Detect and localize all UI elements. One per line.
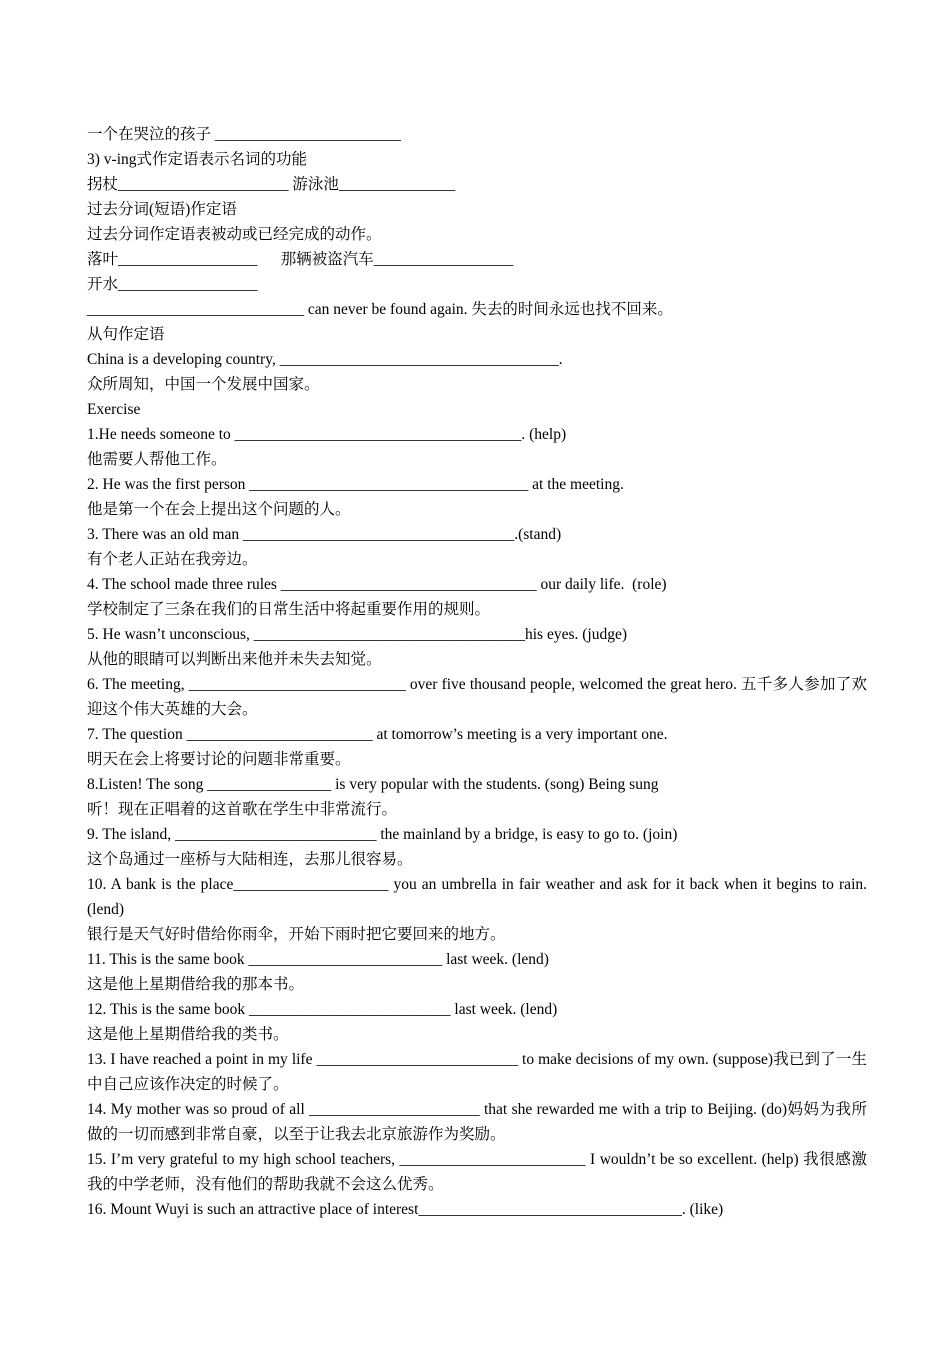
exercise-1: 1.He needs someone to _____________________________________. (help) bbox=[87, 426, 567, 443]
exercise-6: 6. The meeting, ____________________________ over five thousand people, welcomed the great hero. 五千多人参加了欢迎这个伟大英雄的大会。 bbox=[87, 676, 867, 718]
china-translation: 众所周知，中国一个发展中国家。 bbox=[87, 376, 320, 393]
exercise-9: 9. The island, __________________________ the mainland by a bridge, is easy to go to. (join) bbox=[87, 826, 678, 843]
exercise-14: 14. My mother was so proud of all ______________________ that she rewarded me with a trip to Beijing. (do)妈妈为我所做的一切而感到非常自豪，以至于让我去北京旅游作为奖励。 bbox=[87, 1101, 867, 1143]
boiled-water-item: 开水__________________ bbox=[87, 276, 258, 293]
exercise-7-translation: 明天在会上将要讨论的问题非常重要。 bbox=[87, 751, 351, 768]
past-participle-explanation: 过去分词作定语表被动或已经完成的动作。 bbox=[87, 226, 382, 243]
exercise-10-translation: 银行是天气好时借给你雨伞，开始下雨时把它要回来的地方。 bbox=[87, 926, 506, 943]
crying-child-item: 一个在哭泣的孩子 ________________________ bbox=[87, 126, 401, 143]
china-sentence: China is a developing country, ____________________________________. bbox=[87, 351, 563, 368]
exercise-13: 13. I have reached a point in my life __________________________ to make decisions of my own. (suppose)我已到了一生中自己应该作决定的时候了。 bbox=[87, 1051, 867, 1093]
exercise-5: 5. He wasn’t unconscious, ___________________________________his eyes. (judge) bbox=[87, 626, 628, 643]
exercise-16: 16. Mount Wuyi is such an attractive place of interest__________________________________. (like) bbox=[87, 1201, 724, 1218]
exercise-1-translation: 他需要人帮他工作。 bbox=[87, 451, 227, 468]
exercise-3: 3. There was an old man ___________________________________.(stand) bbox=[87, 526, 562, 543]
exercise-heading: Exercise bbox=[87, 401, 141, 418]
exercise-2: 2. He was the first person ____________________________________ at the meeting. bbox=[87, 476, 624, 493]
exercise-5-translation: 从他的眼睛可以判断出来他并未失去知觉。 bbox=[87, 651, 382, 668]
section-v-ing-heading: 3) v-ing式作定语表示名词的功能 bbox=[87, 151, 308, 168]
exercise-12-translation: 这是他上星期借给我的类书。 bbox=[87, 1026, 289, 1043]
exercise-4: 4. The school made three rules _________________________________ our daily life. (role) bbox=[87, 576, 667, 593]
exercise-2-translation: 他是第一个在会上提出这个问题的人。 bbox=[87, 501, 351, 518]
crutch-pool-item: 拐杖______________________ 游泳池_______________ bbox=[87, 176, 456, 193]
document-page bbox=[87, 122, 875, 1222]
exercise-9-translation: 这个岛通过一座桥与大陆相连，去那儿很容易。 bbox=[87, 851, 413, 868]
exercise-15: 15. I’m very grateful to my high school teachers, ________________________ I wouldn’t be so excellent. (help) 我很感激我的中学老师，没有他们的帮助我就不会这么优秀。 bbox=[87, 1151, 867, 1193]
exercise-11-translation: 这是他上星期借给我的那本书。 bbox=[87, 976, 305, 993]
section-clause-heading: 从句作定语 bbox=[87, 326, 165, 343]
exercise-7: 7. The question ________________________ at tomorrow’s meeting is a very important one. bbox=[87, 726, 668, 743]
exercise-11: 11. This is the same book _________________________ last week. (lend) bbox=[87, 951, 549, 968]
exercise-4-translation: 学校制定了三条在我们的日常生活中将起重要作用的规则。 bbox=[87, 601, 491, 618]
exercise-8: 8.Listen! The song ________________ is very popular with the students. (song) Being sung bbox=[87, 776, 659, 793]
lost-time-item: ____________________________ can never be found again. 失去的时间永远也找不回来。 bbox=[87, 301, 673, 318]
exercise-10: 10. A bank is the place____________________ you an umbrella in fair weather and ask for it back when it begins to rain. (lend) bbox=[87, 876, 875, 918]
section-past-participle-heading: 过去分词(短语)作定语 bbox=[87, 201, 237, 218]
exercise-8-translation: 听！现在正唱着的这首歌在学生中非常流行。 bbox=[87, 801, 398, 818]
exercise-12: 12. This is the same book __________________________ last week. (lend) bbox=[87, 1001, 558, 1018]
exercise-3-translation: 有个老人正站在我旁边。 bbox=[87, 551, 258, 568]
fallen-leaves-item: 落叶__________________ 那辆被盗汽车__________________ bbox=[87, 251, 514, 268]
